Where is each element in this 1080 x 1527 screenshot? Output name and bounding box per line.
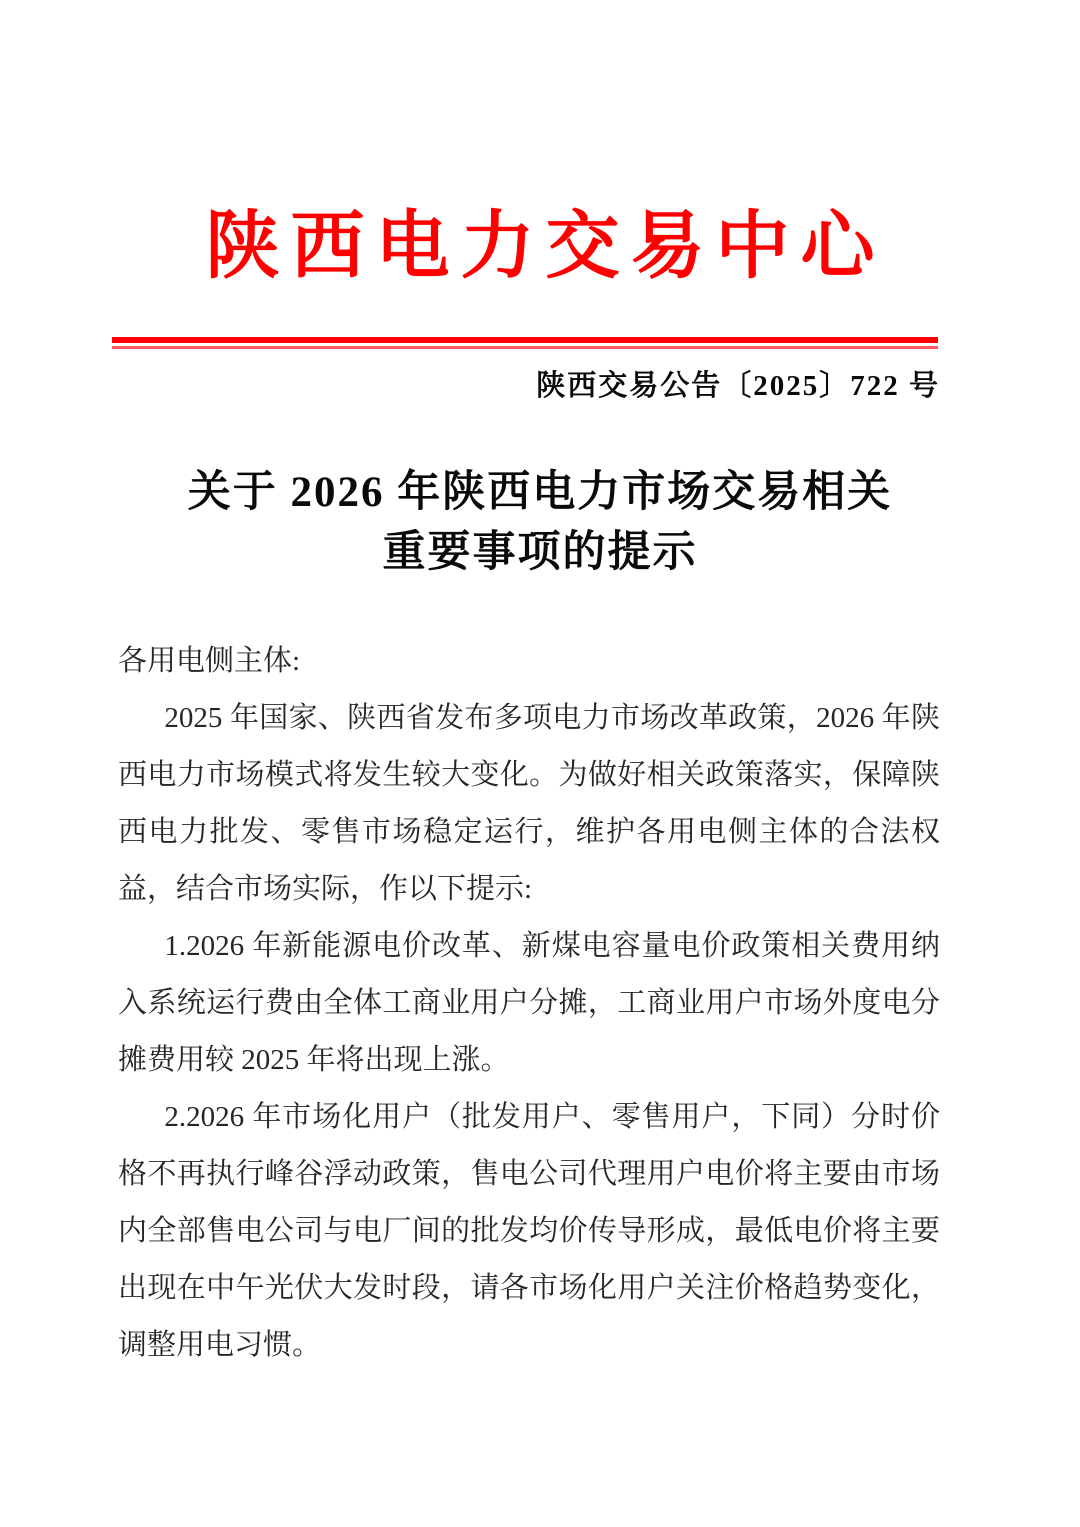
document-title-line1: 关于 2026 年陕西电力市场交易相关 xyxy=(187,469,893,517)
letterhead-divider xyxy=(112,337,938,349)
document-title-line2: 重要事项的提示 xyxy=(382,529,698,577)
letterhead-title: 陕西电力交易中心 xyxy=(205,206,886,288)
divider-thin-line xyxy=(112,346,938,349)
document-number: 陕西交易公告〔2025〕722 号 xyxy=(536,369,940,402)
document-body xyxy=(118,633,940,1374)
paragraph-intro: 2025 年国家、陕西省发布多项电力市场改革政策，2026 年陕西电力市场模式将发生较大变化。为做好相关政策落实，保障陕西电力批发、零售市场稳定运行，维护各用电侧主体的合法权益，结合市场实际，作以下提示: xyxy=(118,702,940,906)
paragraph-item-1: 1.2026 年新能源电价改革、新煤电容量电价政策相关费用纳入系统运行费由全体工商业用户分摊，工商业用户市场外度电分摊费用较 2025 年将出现上涨。 xyxy=(118,930,940,1077)
document-title xyxy=(0,463,1080,583)
divider-thick-line xyxy=(112,337,938,343)
paragraph-item-2: 2.2026 年市场化用户（批发用户、零售用户，下同）分时价格不再执行峰谷浮动政策，售电公司代理用户电价将主要由市场内全部售电公司与电厂间的批发均价传导形成，最低电价将主要出现在中午光伏大发时段，请各市场化用户关注价格趋势变化，调整用电习惯。 xyxy=(118,1101,940,1362)
salutation: 各用电侧主体: xyxy=(118,645,301,678)
